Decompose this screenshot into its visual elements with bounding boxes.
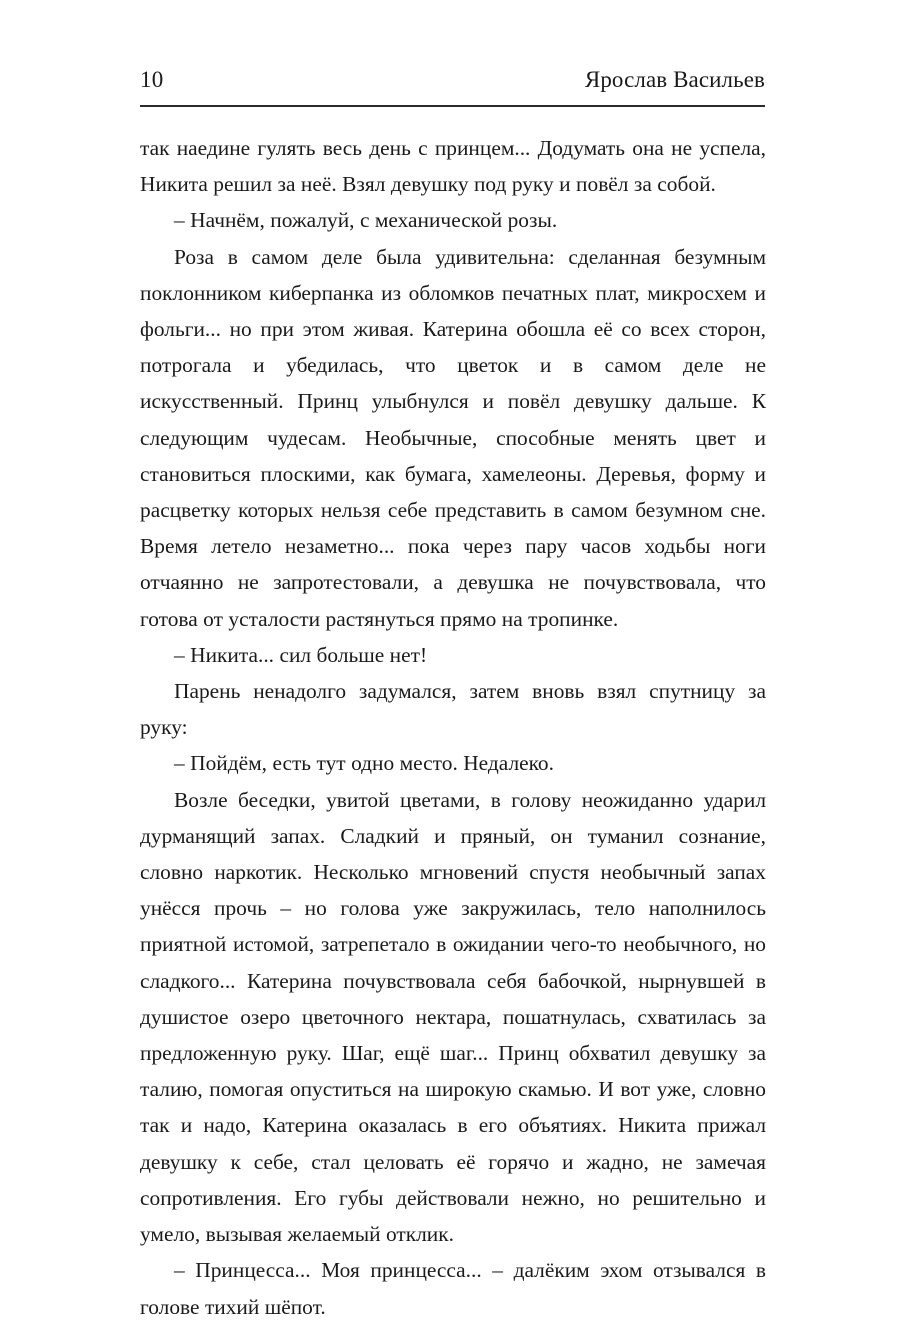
header-divider <box>140 105 765 107</box>
body-text <box>140 130 766 1325</box>
author-name: Ярослав Васильев <box>584 67 765 92</box>
paragraph-continuation: так наедине гулять весь день с принцем... Додумать она не успела, Никита решил за неё. Взял девушку под руку и повёл за собой. <box>140 136 766 197</box>
paragraph-dialogue: – Принцесса... Моя принцесса... – далёким эхом отзывался в голове тихий шёпот. <box>140 1258 766 1319</box>
paragraph-narrative: Роза в самом деле была удивительна: сделанная безумным поклонником киберпанка из обломков печатных плат, микросхем и фольги... но при этом живая. Катерина обошла её со всех сторон, потрогала и убедилась, что цветок и в самом деле не искусственный. Принц улыбнулся и повёл девушку дальше. К следующим чудесам. Необычные, способные менять цвет и становиться плоскими, как бумага, хамелеоны. Деревья, форму и расцветку которых нельзя себе представить в самом безумном сне. Время летело незаметно... пока через пару часов ходьбы ноги отчаянно не запротестовали, а девушка не почувствовала, что готова от усталости растянуться прямо на тропинке. <box>140 244 766 631</box>
paragraph-narrative: Возле беседки, увитой цветами, в голову неожиданно ударил дурманящий запах. Сладкий и пряный, он туманил сознание, словно наркотик. Несколько мгновений спустя необычный запах унёсся прочь – но голова уже закружилась, тело наполнилось приятной истомой, затрепетало в ожидании чего-то необычного, но сладкого... Катерина почувствовала себя бабочкой, нырнувшей в душистое озеро цветочного нектара, пошатнулась, схватилась за предложенную руку. Шаг, ещё шаг... Принц обхватил девушку за талию, помогая опуститься на широкую скамью. И вот уже, словно так и надо, Катерина оказалась в его объятиях. Никита прижал девушку к себе, стал целовать её горячо и жадно, не замечая сопротивления. Его губы действовали нежно, но решительно и умело, вызывая желаемый отклик. <box>140 787 766 1247</box>
running-head <box>140 68 765 91</box>
paragraph-dialogue: – Начнём, пожалуй, с механической розы. <box>174 208 558 233</box>
paragraph-narrative: Парень ненадолго задумался, затем вновь взял спутницу за руку: <box>140 679 766 740</box>
page-number: 10 <box>140 67 164 92</box>
paragraph-dialogue: – Никита... сил больше нет! <box>174 642 428 667</box>
paragraph-dialogue: – Пойдём, есть тут одно место. Недалеко. <box>174 751 554 776</box>
